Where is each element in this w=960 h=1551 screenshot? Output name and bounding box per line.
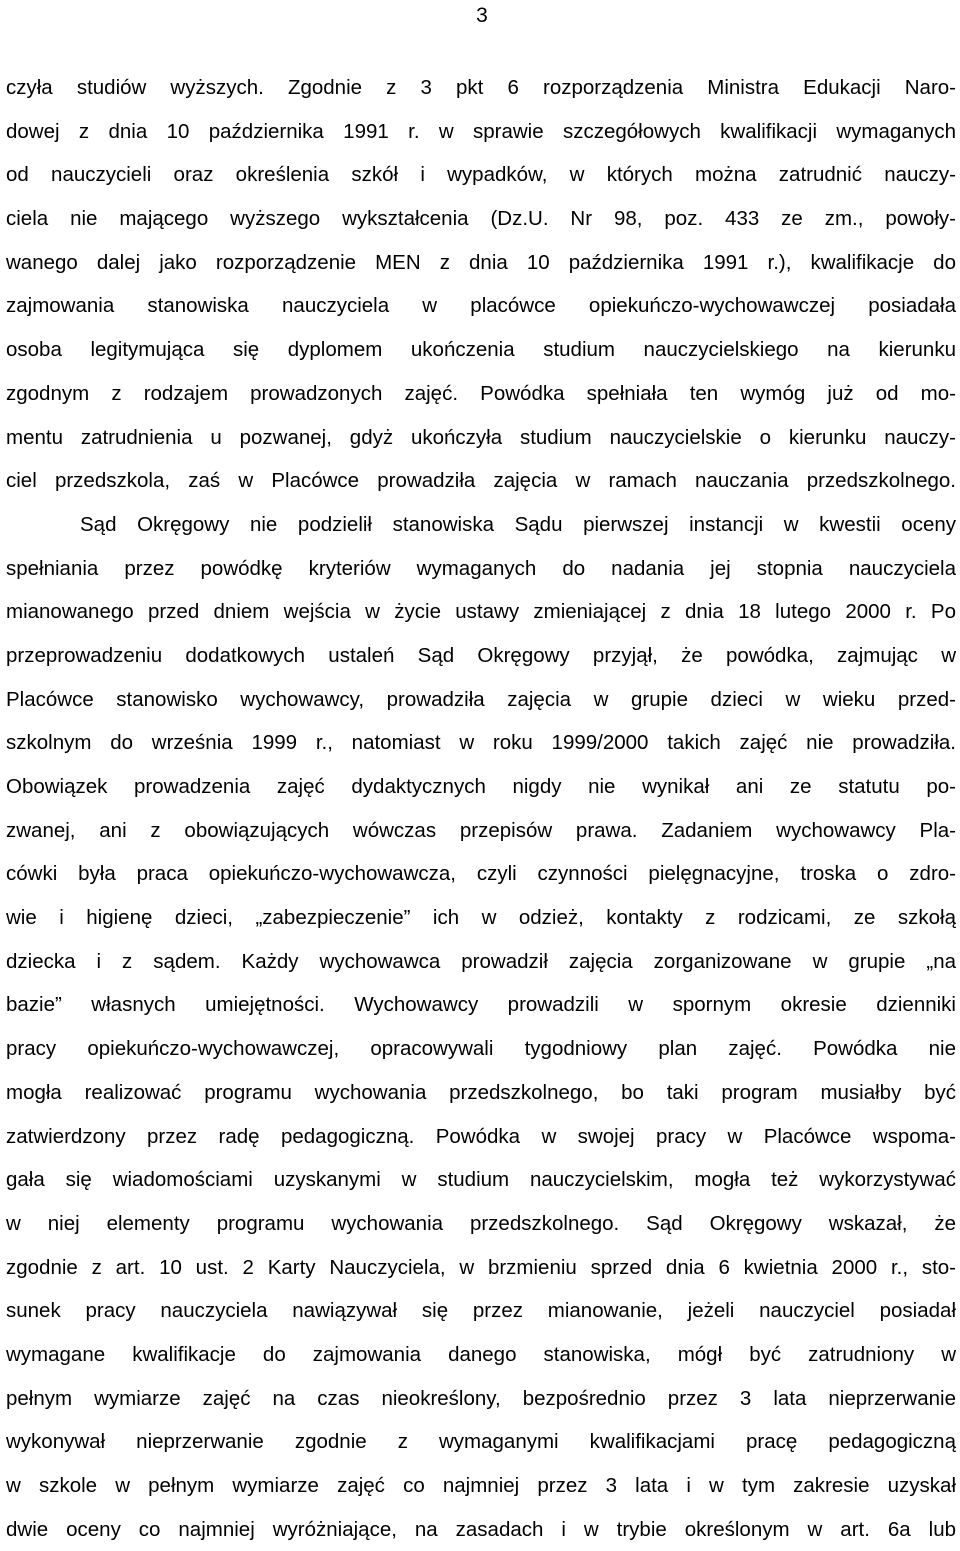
text-line: dowej z dnia 10 października 1991 r. w sprawie szczegółowych kwalifikacji wymaganych [6, 119, 956, 143]
text-line: wykonywał nieprzerwanie zgodnie z wymaganymi kwalifikacjami pracę pedagogiczną [6, 1430, 956, 1454]
text-line: zgodnie z art. 10 ust. 2 Karty Nauczyciela, w brzmieniu sprzed dnia 6 kwietnia 2000 r., sto- [6, 1255, 956, 1279]
text-line: ciel przedszkola, zaś w Placówce prowadziła zajęcia w ramach nauczania przedszkolnego. [6, 469, 956, 493]
text-line: gała się wiadomościami uzyskanymi w studium nauczycielskim, mogła też wykorzystywać [6, 1168, 956, 1192]
page-number: 3 [476, 4, 488, 27]
text-line: Placówce stanowisko wychowawcy, prowadziła zajęcia w grupie dzieci w wieku przed- [6, 687, 956, 711]
text-line: spełniania przez powódkę kryteriów wymaganych do nadania jej stopnia nauczyciela [6, 556, 956, 580]
text-line: od nauczycieli oraz określenia szkół i wypadków, w których można zatrudnić nauczy- [6, 163, 956, 187]
text-line: mogła realizować programu wychowania przedszkolnego, bo taki program musiałby być [6, 1080, 956, 1104]
text-line: wanego dalej jako rozporządzenie MEN z dnia 10 października 1991 r.), kwalifikacje do [6, 250, 956, 274]
text-line: dziecka i z sądem. Każdy wychowawca prowadził zajęcia zorganizowane w grupie „na [6, 949, 956, 973]
text-line: Obowiązek prowadzenia zajęć dydaktycznych nigdy nie wynikał ani ze statutu po- [6, 775, 956, 798]
paragraph-start-line: Sąd Okręgowy nie podzielił stanowiska Sądu pierwszej instancji w kwestii oceny [80, 512, 956, 536]
text-line: pełnym wymiarze zajęć na czas nieokreślony, bezpośrednio przez 3 lata nieprzerwanie [6, 1386, 956, 1410]
text-line: cówki była praca opiekuńczo-wychowawcza, czyli czynności pielęgnacyjne, troska o zdro- [6, 862, 956, 886]
text-line: sunek pracy nauczyciela nawiązywał się przez mianowanie, jeżeli nauczyciel posiadał [6, 1299, 956, 1323]
text-line: dwie oceny co najmniej wyróżniające, na zasadach i w trybie określonym w art. 6a lub [6, 1517, 956, 1541]
text-line: zatwierdzony przez radę pedagogiczną. Powódka w swojej pracy w Placówce wspoma- [6, 1124, 956, 1148]
text-line: w szkole w pełnym wymiarze zajęć co najmniej przez 3 lata i w tym zakresie uzyskał [6, 1474, 956, 1497]
text-line: w niej elementy programu wychowania przedszkolnego. Sąd Okręgowy wskazał, że [6, 1211, 956, 1235]
text-line: zwanej, ani z obowiązujących wówczas przepisów prawa. Zadaniem wychowawcy Pla- [6, 818, 956, 842]
text-line: ciela nie mającego wyższego wykształcenia (Dz.U. Nr 98, poz. 433 ze zm., powoły- [6, 207, 956, 231]
text-line: zgodnym z rodzajem prowadzonych zajęć. Powódka spełniała ten wymóg już od mo- [6, 381, 956, 405]
text-line: bazie” własnych umiejętności. Wychowawcy prowadzili w spornym okresie dzienniki [6, 993, 956, 1017]
text-line: wie i higienę dzieci, „zabezpieczenie” ich w odzież, kontakty z rodzicami, ze szkołą [6, 906, 956, 930]
text-line: mentu zatrudnienia u pozwanej, gdyż ukończyła studium nauczycielskie o kierunku nauczy- [6, 425, 956, 449]
text-line: osoba legitymująca się dyplomem ukończenia studium nauczycielskiego na kierunku [6, 338, 956, 362]
text-line: przeprowadzeniu dodatkowych ustaleń Sąd Okręgowy przyjął, że powódka, zajmując w [6, 643, 956, 667]
document-body [6, 66, 956, 1551]
text-line: szkolnym do września 1999 r., natomiast w roku 1999/2000 takich zajęć nie prowadziła. [6, 731, 956, 755]
text-line: pracy opiekuńczo-wychowawczej, opracowywali tygodniowy plan zajęć. Powódka nie [6, 1037, 956, 1061]
text-line: wymagane kwalifikacje do zajmowania danego stanowiska, mógł być zatrudniony w [6, 1342, 956, 1366]
text-line: mianowanego przed dniem wejścia w życie ustawy zmieniającej z dnia 18 lutego 2000 r. Po [6, 600, 956, 624]
text-line: zajmowania stanowiska nauczyciela w placówce opiekuńczo-wychowawczej posiadała [6, 294, 956, 318]
text-line: czyła studiów wyższych. Zgodnie z 3 pkt 6 rozporządzenia Ministra Edukacji Naro- [6, 76, 956, 99]
